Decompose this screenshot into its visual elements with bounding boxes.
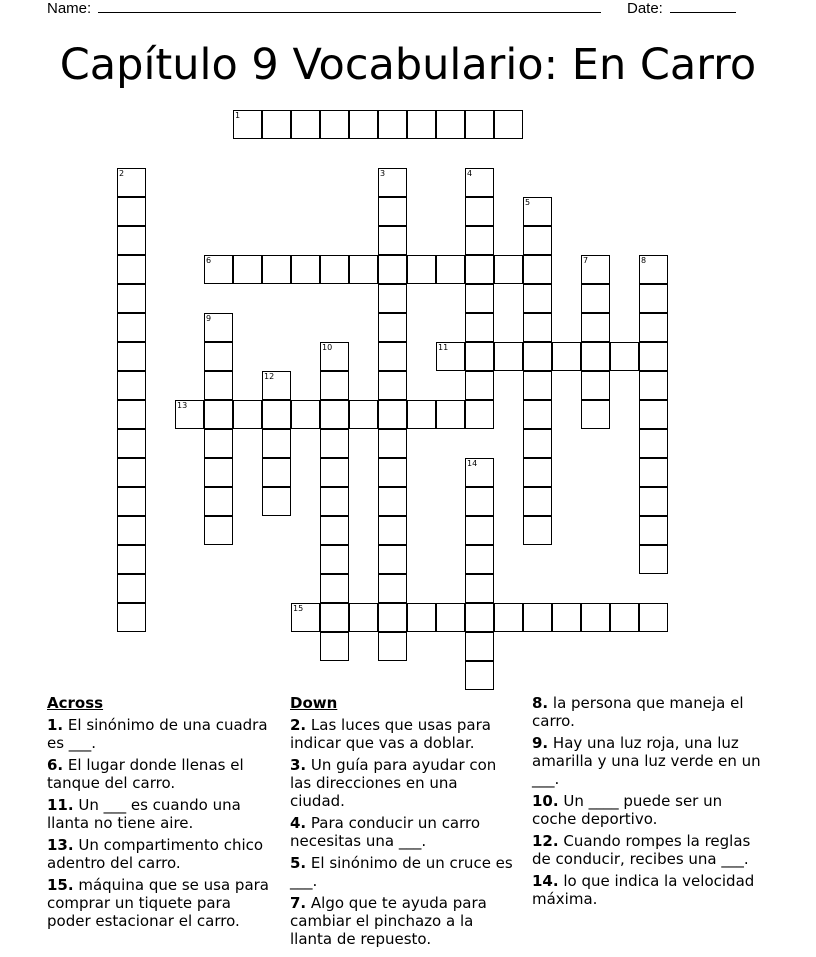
crossword-cell[interactable] [610,603,639,632]
crossword-cell[interactable] [523,284,552,313]
crossword-cell[interactable] [523,371,552,400]
clue-item-text: la persona que maneja el carro. [532,694,744,730]
crossword-cell[interactable] [639,342,668,371]
clue-item [47,796,269,832]
clue-number: 8 [641,256,647,265]
crossword-cell[interactable] [117,487,146,516]
crossword-cell[interactable] [523,458,552,487]
crossword-cell[interactable] [378,226,407,255]
clue-item [290,894,514,948]
crossword-cell[interactable] [407,255,436,284]
crossword-cell[interactable] [639,400,668,429]
crossword-cell[interactable] [378,516,407,545]
crossword-cell[interactable] [465,661,494,690]
clue-item-number: 14. [532,872,559,890]
clue-item [532,872,770,908]
crossword-cell[interactable] [320,574,349,603]
crossword-cell[interactable] [117,226,146,255]
crossword-cell[interactable] [291,400,320,429]
clue-item [290,716,514,752]
crossword-cell[interactable] [378,632,407,661]
crossword-cell[interactable] [117,371,146,400]
crossword-cell[interactable] [204,371,233,400]
crossword-cell[interactable] [523,313,552,342]
crossword-cell[interactable] [639,545,668,574]
crossword-cell[interactable] [581,313,610,342]
crossword-cell[interactable] [465,545,494,574]
clue-number: 4 [467,169,473,178]
clue-item-number: 9. [532,734,549,752]
crossword-cell[interactable] [320,342,349,371]
crossword-cell[interactable] [494,255,523,284]
crossword-cell[interactable] [320,458,349,487]
crossword-cell[interactable] [465,487,494,516]
crossword-cell[interactable] [552,342,581,371]
clue-number: 5 [525,198,531,207]
crossword-cell[interactable] [523,429,552,458]
crossword-cell[interactable] [581,400,610,429]
crossword-cell[interactable] [349,110,378,139]
clue-item [47,756,269,792]
crossword-cell[interactable] [610,342,639,371]
crossword-cell[interactable] [175,400,204,429]
clue-item [532,832,770,868]
clue-item [532,734,770,788]
crossword-cell[interactable] [262,110,291,139]
crossword-cell[interactable] [117,574,146,603]
crossword-cell[interactable] [320,603,349,632]
crossword-cell[interactable] [262,255,291,284]
crossword-cell[interactable] [465,255,494,284]
clue-item-number: 4. [290,814,307,832]
crossword-cell[interactable] [523,226,552,255]
crossword-cell[interactable] [117,197,146,226]
crossword-cell[interactable] [523,342,552,371]
crossword-cell[interactable] [320,400,349,429]
down-heading: Down [290,694,338,712]
crossword-cell[interactable] [639,603,668,632]
clue-item [290,854,514,890]
crossword-cell[interactable] [465,458,494,487]
clue-item-number: 10. [532,792,559,810]
crossword-cell[interactable] [320,371,349,400]
crossword-cell[interactable] [204,255,233,284]
crossword-cell[interactable] [523,516,552,545]
crossword-cell[interactable] [639,255,668,284]
clue-item-text: El sinónimo de una cuadra es ___. [47,716,268,752]
clue-number: 13 [177,401,188,410]
clue-number: 15 [293,604,304,613]
crossword-cell[interactable] [378,429,407,458]
across-column [47,694,269,934]
clue-number: 2 [119,169,125,178]
crossword-cell[interactable] [233,255,262,284]
crossword-cell[interactable] [407,400,436,429]
down-clue-list-continued [532,694,770,908]
crossword-cell[interactable] [262,458,291,487]
clue-item [47,716,269,752]
crossword-cell[interactable] [378,342,407,371]
crossword-cell[interactable] [639,313,668,342]
crossword-cell[interactable] [378,197,407,226]
crossword-cell[interactable] [378,371,407,400]
crossword-cell[interactable] [436,400,465,429]
clue-item-number: 3. [290,756,307,774]
crossword-cell[interactable] [320,110,349,139]
crossword-cell[interactable] [465,313,494,342]
clue-item [290,756,514,810]
clue-item-number: 1. [47,716,64,734]
crossword-cell[interactable] [117,429,146,458]
crossword-cell[interactable] [320,429,349,458]
clue-item-text: Un ___ es cuando una llanta no tiene aire. [47,796,241,832]
crossword-cell[interactable] [465,603,494,632]
down-column-1 [290,694,514,952]
crossword-cell[interactable] [494,603,523,632]
clue-item [47,876,269,930]
crossword-cell[interactable] [465,574,494,603]
crossword-cell[interactable] [378,458,407,487]
crossword-cell[interactable] [204,313,233,342]
crossword-cell[interactable] [523,603,552,632]
down-column-2 [532,694,770,912]
crossword-cell[interactable] [117,458,146,487]
crossword-cell[interactable] [117,255,146,284]
crossword-cell[interactable] [378,603,407,632]
crossword-cell[interactable] [117,284,146,313]
crossword-cell[interactable] [639,429,668,458]
name-label: Name: [47,0,92,17]
crossword-cell[interactable] [204,400,233,429]
crossword-cell[interactable] [523,400,552,429]
crossword-cell[interactable] [117,400,146,429]
crossword-cell[interactable] [204,342,233,371]
crossword-cell[interactable] [407,603,436,632]
crossword-cell[interactable] [465,342,494,371]
across-clue-list [47,716,269,930]
crossword-cell[interactable] [639,371,668,400]
clue-item-number: 15. [47,876,74,894]
crossword-cell[interactable] [378,168,407,197]
crossword-cell[interactable] [407,110,436,139]
crossword-cell[interactable] [465,516,494,545]
crossword-cell[interactable] [581,284,610,313]
crossword-cell[interactable] [204,429,233,458]
crossword-cell[interactable] [320,545,349,574]
crossword-cell[interactable] [436,342,465,371]
date-label: Date: [627,0,663,17]
crossword-cell[interactable] [639,284,668,313]
clue-number: 3 [380,169,386,178]
crossword-cell[interactable] [465,371,494,400]
crossword-cell[interactable] [581,342,610,371]
crossword-cell[interactable] [465,226,494,255]
crossword-cell[interactable] [320,516,349,545]
clue-item-number: 13. [47,836,74,854]
crossword-cell[interactable] [320,632,349,661]
crossword-cell[interactable] [465,284,494,313]
crossword-cell[interactable] [291,110,320,139]
crossword-cell[interactable] [117,342,146,371]
clue-item-number: 5. [290,854,307,872]
crossword-cell[interactable] [262,400,291,429]
crossword-cell[interactable] [552,603,581,632]
crossword-cell[interactable] [262,429,291,458]
crossword-cell[interactable] [262,487,291,516]
crossword-cell[interactable] [378,574,407,603]
crossword-cell[interactable] [465,168,494,197]
crossword-cell[interactable] [465,400,494,429]
crossword-cell[interactable] [465,197,494,226]
crossword-cell[interactable] [436,110,465,139]
crossword-cell[interactable] [291,255,320,284]
clue-item-text: Algo que te ayuda para cambiar el pinchazo a la llanta de repuesto. [290,894,487,948]
crossword-cell[interactable] [581,255,610,284]
clue-number: 1 [235,111,241,120]
crossword-cell[interactable] [117,313,146,342]
clue-item [47,836,269,872]
clue-item-text: Un compartimento chico adentro del carro. [47,836,264,872]
crossword-cell[interactable] [320,487,349,516]
crossword-cell[interactable] [320,255,349,284]
clue-item-text: Un guía para ayudar con las direcciones en una ciudad. [290,756,497,810]
crossword-cell[interactable] [378,284,407,313]
clue-item-text: Las luces que usas para indicar que vas a doblar. [290,716,491,752]
crossword-cell[interactable] [523,197,552,226]
clue-number: 10 [322,343,333,352]
clue-number: 12 [264,372,275,381]
clue-number: 14 [467,459,478,468]
crossword-cell[interactable] [204,516,233,545]
crossword-cell[interactable] [117,545,146,574]
crossword-cell[interactable] [436,603,465,632]
clue-item-number: 11. [47,796,74,814]
crossword-cell[interactable] [378,400,407,429]
clue-item-text: El lugar donde llenas el tanque del carro. [47,756,244,792]
crossword-cell[interactable] [378,545,407,574]
clue-number: 6 [206,256,212,265]
crossword-cell[interactable] [204,487,233,516]
clue-item-text: máquina que se usa para comprar un tiquete para poder estacionar el carro. [47,876,270,930]
clue-number: 11 [438,343,449,352]
clue-item-text: El sinónimo de un cruce es ___. [290,854,513,890]
crossword-cell[interactable] [349,400,378,429]
crossword-cell[interactable] [378,487,407,516]
crossword-cell[interactable] [291,603,320,632]
crossword-cell[interactable] [233,110,262,139]
crossword-cell[interactable] [639,487,668,516]
crossword-cell[interactable] [465,110,494,139]
crossword-cell[interactable] [117,603,146,632]
clue-number: 7 [583,256,589,265]
crossword-cell[interactable] [523,255,552,284]
clue-item-number: 8. [532,694,549,712]
clue-item [290,814,514,850]
crossword-cell[interactable] [349,255,378,284]
crossword-cell[interactable] [581,603,610,632]
crossword-cell[interactable] [378,313,407,342]
clue-item-text: Un ____ puede ser un coche deportivo. [532,792,723,828]
crossword-cell[interactable] [262,371,291,400]
crossword-cell[interactable] [581,371,610,400]
crossword-cell[interactable] [494,342,523,371]
crossword-cell[interactable] [378,255,407,284]
crossword-cell[interactable] [233,400,262,429]
crossword-cell[interactable] [117,168,146,197]
clue-item-number: 12. [532,832,559,850]
crossword-cell[interactable] [349,603,378,632]
down-clue-list [290,716,514,948]
crossword-cell[interactable] [378,110,407,139]
clue-number: 9 [206,314,212,323]
clue-item [532,792,770,828]
clue-item-text: Hay una luz roja, una luz amarilla y una luz verde en un ___. [532,734,761,788]
clue-item-text: Para conducir un carro necesitas una ___. [290,814,481,850]
clue-item [532,694,770,730]
crossword-cell[interactable] [639,458,668,487]
clue-item-number: 2. [290,716,307,734]
clue-item-text: lo que indica la velocidad máxima. [532,872,755,908]
crossword-cell[interactable] [117,516,146,545]
crossword-cell[interactable] [523,487,552,516]
crossword-cell[interactable] [494,110,523,139]
crossword-cell[interactable] [204,458,233,487]
page-title: Capítulo 9 Vocabulario: En Carro [59,40,757,90]
crossword-cell[interactable] [436,255,465,284]
across-heading: Across [47,694,104,712]
clue-item-number: 7. [290,894,307,912]
clue-item-number: 6. [47,756,64,774]
crossword-cell[interactable] [465,632,494,661]
clue-item-text: Cuando rompes la reglas de conducir, recibes una ___. [532,832,751,868]
crossword-cell[interactable] [639,516,668,545]
